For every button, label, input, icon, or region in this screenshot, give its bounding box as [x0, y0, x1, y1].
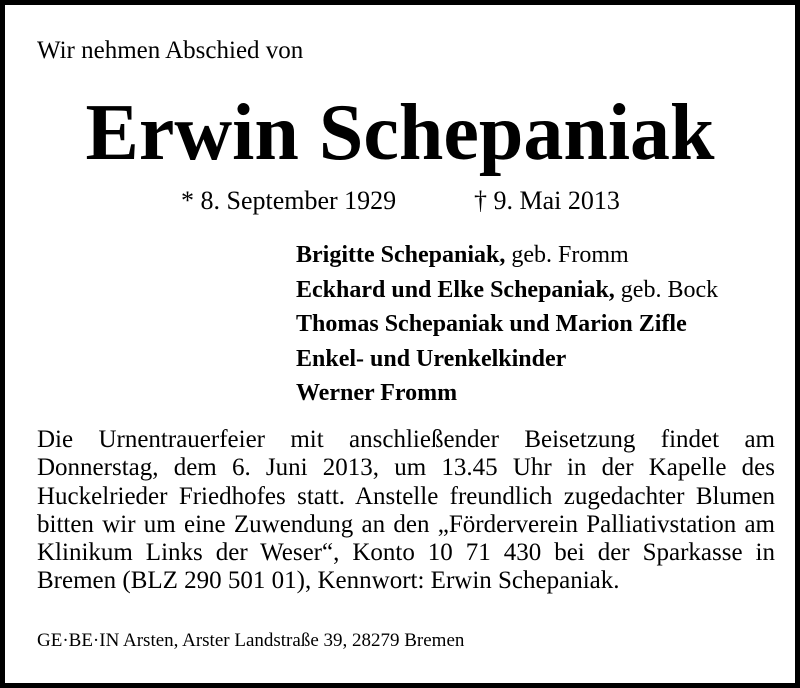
mourner-line: [296, 273, 718, 308]
mourner-line: [296, 307, 718, 342]
mourner-line: [296, 342, 718, 377]
deceased-name: Erwin Schepaniak: [85, 89, 715, 177]
mourner-name: Thomas Schepaniak und Marion Zifle: [296, 311, 687, 337]
mourners-list: [296, 238, 718, 411]
mourner-name: Werner Fromm: [296, 380, 458, 406]
intro-line: Wir nehmen Abschied von: [37, 37, 304, 64]
mourner-name: Brigitte Schepaniak,: [296, 242, 506, 268]
mourner-maiden-name: geb. Bock: [620, 276, 719, 303]
ceremony-details: Die Urnentrauerfeier mit anschließender Beisetzung findet am Donnerstag, dem 6. Juni 2013, um 13.45 Uhr in der Kapelle des Huckelrieder Friedhofes statt. Anstelle freundlich zugedachter Blumen bitten wir um eine Zuwendung an den „Förderverein Palliativstation am Klinikum Links der Weser“, Konto 10 71 430 bei der Sparkasse in Bremen (BLZ 290 501 01), Kennwort: Erwin Schepaniak.: [37, 426, 775, 595]
mourner-maiden-name: geb. Fromm: [511, 242, 629, 268]
funeral-home-footer: GE·BE·IN Arsten, Arster Landstraße 39, 28279 Bremen: [37, 630, 465, 651]
mourner-name: Enkel- und Urenkelkinder: [296, 345, 567, 372]
mourner-name: Eckhard und Elke Schepaniak,: [296, 276, 615, 303]
birth-date: * 8. September 1929: [181, 186, 397, 215]
mourner-line: [296, 376, 718, 411]
death-date: † 9. Mai 2013: [474, 186, 620, 215]
mourner-line: [296, 238, 718, 273]
